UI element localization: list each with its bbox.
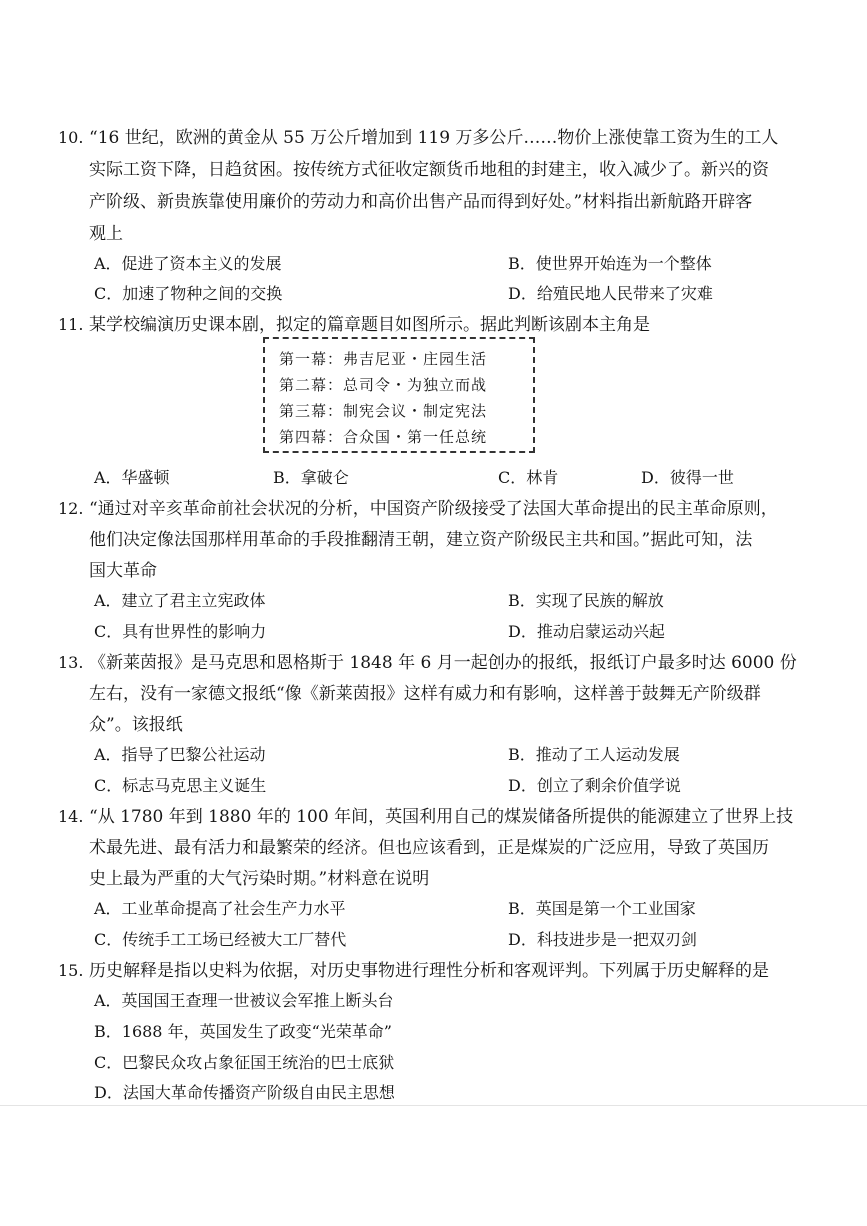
question-text-line: 实际工资下降，日趋贫困。按传统方式征收定额货币地租的封建主，收入减少了。新兴的资 bbox=[89, 160, 769, 180]
option-c: C．加速了物种之间的交换 bbox=[94, 284, 283, 303]
option-c: C．具有世界性的影响力 bbox=[94, 622, 267, 641]
question-text-line: “16 世纪，欧洲的黄金从 55 万公斤增加到 119 万多公斤……物价上涨使靠工资为生的工人 bbox=[89, 128, 779, 148]
question-text-line: 术最先进、最有活力和最繁荣的经济。但也应该看到，正是煤炭的广泛应用，导致了英国历 bbox=[89, 838, 769, 858]
option-a: A．华盛顿 bbox=[94, 468, 170, 487]
option-a: A．指导了巴黎公社运动 bbox=[94, 745, 266, 764]
option-a: A．英国国王查理一世被议会军推上断头台 bbox=[94, 991, 394, 1010]
option-d: D．科技进步是一把双刃剑 bbox=[508, 930, 697, 949]
question-text-line: 观上 bbox=[89, 224, 123, 244]
question-text-line: 《新莱茵报》是马克思和恩格斯于 1848 年 6 月一起创办的报纸，报纸订户最多时达 6000 份 bbox=[89, 653, 797, 673]
option-a: A．促进了资本主义的发展 bbox=[94, 254, 282, 273]
option-d: D．彼得一世 bbox=[641, 468, 734, 487]
question-number: 13. bbox=[58, 653, 84, 672]
option-a: A．工业革命提高了社会生产力水平 bbox=[94, 899, 346, 918]
chapter-titles-box bbox=[263, 337, 535, 453]
chapter-title: 第四幕：合众国・第一任总统 bbox=[279, 428, 488, 446]
option-d: D．推动启蒙运动兴起 bbox=[508, 622, 665, 641]
question-text-line: “通过对辛亥革命前社会状况的分析，中国资产阶级接受了法国大革命提出的民主革命原则， bbox=[89, 499, 778, 519]
option-c: C．传统手工工场已经被大工厂替代 bbox=[94, 930, 347, 949]
option-a: A．建立了君主立宪政体 bbox=[94, 591, 266, 610]
option-d: D．法国大革命传播资产阶级自由民主思想 bbox=[94, 1083, 395, 1102]
question-number: 12. bbox=[58, 499, 84, 518]
option-b: B．1688 年，英国发生了政变“光荣革命” bbox=[94, 1022, 392, 1041]
option-c: C．标志马克思主义诞生 bbox=[94, 776, 267, 795]
question-text-line: 某学校编演历史课本剧，拟定的篇章题目如图所示。据此判断该剧本主角是 bbox=[89, 315, 650, 335]
question-number: 11. bbox=[58, 315, 84, 334]
option-c: C．巴黎民众攻占象征国王统治的巴士底狱 bbox=[94, 1053, 395, 1072]
chapter-title: 第二幕：总司令・为独立而战 bbox=[279, 376, 488, 394]
option-d: D．给殖民地人民带来了灾难 bbox=[508, 284, 713, 303]
question-number: 14. bbox=[58, 807, 84, 826]
question-number: 10. bbox=[58, 128, 84, 147]
question-text-line: “从 1780 年到 1880 年的 100 年间，英国利用自己的煤炭储备所提供的能源建立了世界上技 bbox=[89, 807, 794, 827]
question-text-line: 史上最为严重的大气污染时期。”材料意在说明 bbox=[89, 869, 430, 889]
question-text-line: 产阶级、新贵族靠使用廉价的劳动力和高价出售产品而得到好处。”材料指出新航路开辟客 bbox=[89, 192, 753, 212]
option-b: B．拿破仑 bbox=[273, 468, 349, 487]
question-text-line: 历史解释是指以史料为依据，对历史事物进行理性分析和客观评判。下列属于历史解释的是 bbox=[89, 961, 769, 981]
question-text-line: 国大革命 bbox=[89, 561, 157, 581]
option-d: D．创立了剩余价值学说 bbox=[508, 776, 681, 795]
option-c: C．林肯 bbox=[498, 468, 559, 487]
chapter-title: 第一幕：弗吉尼亚・庄园生活 bbox=[279, 350, 488, 368]
question-number: 15. bbox=[58, 961, 84, 980]
option-b: B．使世界开始连为一个整体 bbox=[508, 254, 712, 273]
question-text-line: 他们决定像法国那样用革命的手段推翻清王朝，建立资产阶级民主共和国。”据此可知，法 bbox=[89, 530, 753, 550]
chapter-title: 第三幕：制宪会议・制定宪法 bbox=[279, 402, 488, 420]
option-b: B．推动了工人运动发展 bbox=[508, 745, 680, 764]
question-text-line: 众”。该报纸 bbox=[89, 715, 183, 735]
question-text-line: 左右，没有一家德文报纸“像《新莱茵报》这样有威力和有影响，这样善于鼓舞无产阶级群 bbox=[89, 684, 761, 704]
option-b: B．英国是第一个工业国家 bbox=[508, 899, 696, 918]
footer-divider bbox=[0, 1105, 867, 1106]
option-b: B．实现了民族的解放 bbox=[508, 591, 664, 610]
